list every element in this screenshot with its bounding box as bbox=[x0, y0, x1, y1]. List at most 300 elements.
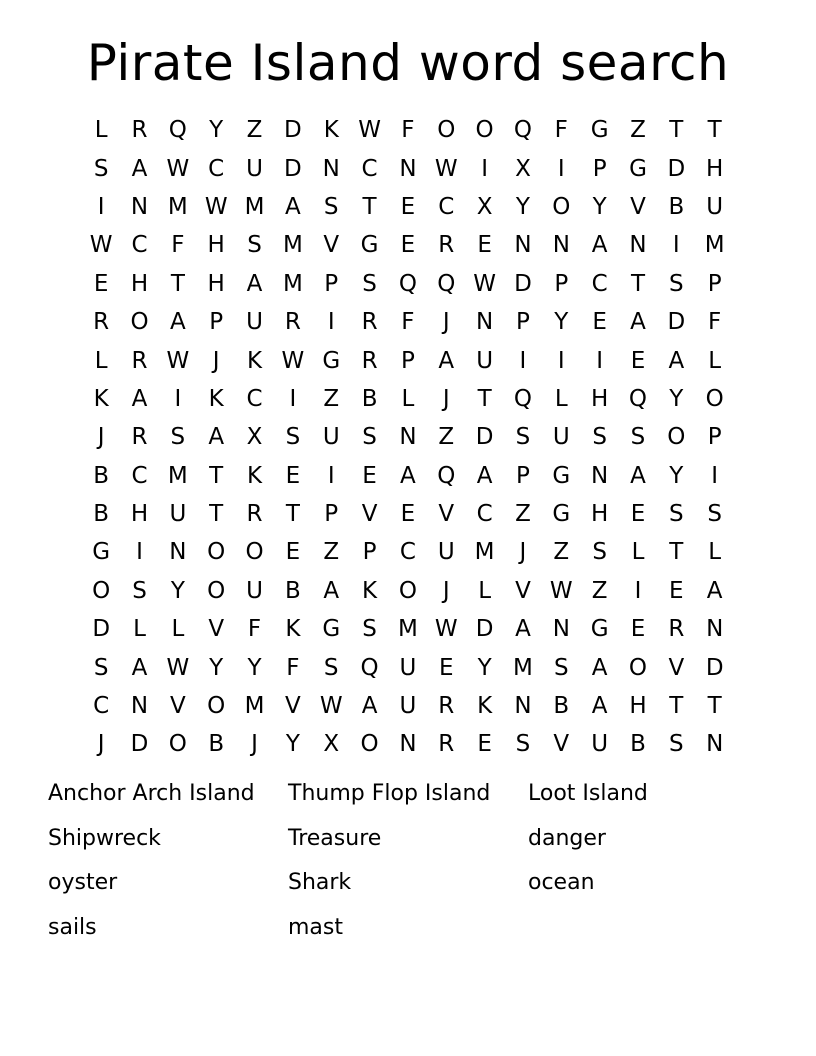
grid-row bbox=[82, 572, 734, 610]
grid-cell[interactable]: O bbox=[360, 731, 379, 758]
grid-cell[interactable]: E bbox=[477, 232, 492, 259]
grid-cell[interactable]: I bbox=[557, 347, 565, 374]
grid-cell[interactable]: I bbox=[481, 155, 488, 182]
grid-cell[interactable]: U bbox=[476, 347, 494, 374]
grid-cell[interactable]: T bbox=[707, 693, 722, 720]
grid-cell[interactable]: U bbox=[246, 309, 263, 336]
grid-cell[interactable]: M bbox=[513, 654, 533, 681]
grid-cell[interactable]: L bbox=[631, 539, 645, 566]
grid-cell[interactable]: A bbox=[400, 462, 416, 489]
grid-cell[interactable]: I bbox=[289, 385, 297, 412]
grid-cell[interactable]: Q bbox=[398, 270, 417, 297]
grid-cell[interactable]: U bbox=[246, 155, 263, 182]
grid-cell[interactable]: F bbox=[708, 309, 722, 336]
grid-cell[interactable]: H bbox=[130, 501, 149, 528]
grid-cell[interactable]: E bbox=[285, 462, 301, 489]
grid-cell[interactable]: A bbox=[246, 270, 263, 297]
grid-cell[interactable]: O bbox=[168, 731, 187, 758]
grid-cell[interactable]: M bbox=[167, 462, 188, 489]
grid-cell[interactable]: G bbox=[552, 501, 571, 528]
grid-cell[interactable]: Z bbox=[246, 117, 263, 144]
grid-cell[interactable]: N bbox=[130, 693, 149, 720]
word-list-item: danger bbox=[528, 825, 606, 851]
grid-cell[interactable]: T bbox=[209, 501, 224, 528]
grid-cell[interactable]: N bbox=[399, 155, 417, 182]
grid-cell[interactable]: N bbox=[706, 616, 724, 643]
grid-cell[interactable]: S bbox=[362, 270, 377, 297]
grid-cell[interactable]: Y bbox=[515, 193, 530, 220]
grid-cell[interactable]: B bbox=[668, 193, 685, 220]
grid-cell[interactable]: Q bbox=[513, 117, 532, 144]
grid-cell[interactable]: M bbox=[282, 270, 303, 297]
grid-cell[interactable]: P bbox=[516, 462, 530, 489]
grid-cell[interactable]: D bbox=[667, 309, 686, 336]
grid-cell[interactable]: L bbox=[171, 616, 185, 643]
word-list-item: Shark bbox=[288, 870, 352, 896]
grid-cell[interactable]: K bbox=[208, 385, 224, 412]
grid-cell[interactable]: H bbox=[207, 270, 225, 297]
grid-cell[interactable]: T bbox=[669, 539, 684, 566]
grid-cell[interactable]: A bbox=[591, 654, 608, 681]
grid-cell[interactable]: G bbox=[92, 539, 111, 566]
grid-cell[interactable]: W bbox=[434, 616, 458, 643]
grid-cell[interactable]: I bbox=[519, 347, 527, 374]
grid-cell[interactable]: W bbox=[549, 577, 573, 604]
grid-cell[interactable]: Y bbox=[669, 462, 684, 489]
grid-cell[interactable]: J bbox=[251, 731, 258, 758]
grid-cell[interactable]: Z bbox=[630, 117, 646, 144]
grid-cell[interactable]: V bbox=[515, 577, 531, 604]
grid-cell[interactable]: R bbox=[438, 232, 455, 259]
grid-cell[interactable]: U bbox=[322, 424, 340, 451]
grid-cell[interactable]: R bbox=[438, 693, 455, 720]
grid-cell[interactable]: Z bbox=[553, 539, 570, 566]
grid-cell[interactable]: T bbox=[362, 193, 377, 220]
grid-cell[interactable]: A bbox=[630, 309, 646, 336]
grid-cell[interactable]: E bbox=[592, 309, 607, 336]
grid-cell[interactable]: L bbox=[401, 385, 415, 412]
word-list-item: sails bbox=[48, 915, 97, 941]
grid-cell[interactable]: A bbox=[208, 424, 225, 451]
grid-cell[interactable]: G bbox=[360, 232, 379, 259]
grid-cell[interactable]: B bbox=[553, 693, 570, 720]
grid-cell[interactable]: P bbox=[516, 309, 530, 336]
grid-cell[interactable]: A bbox=[361, 693, 378, 720]
grid-cell[interactable]: G bbox=[590, 117, 609, 144]
grid-cell[interactable]: N bbox=[629, 232, 647, 259]
word-list bbox=[48, 776, 768, 955]
grid-cell[interactable]: W bbox=[358, 117, 381, 144]
grid-cell[interactable]: Q bbox=[513, 385, 532, 412]
grid-cell[interactable]: C bbox=[438, 193, 455, 220]
grid-cell[interactable]: G bbox=[590, 616, 609, 643]
grid-cell[interactable]: T bbox=[707, 117, 722, 144]
grid-cell[interactable]: N bbox=[130, 193, 149, 220]
grid-cell[interactable]: V bbox=[553, 731, 570, 758]
grid-cell[interactable]: A bbox=[706, 577, 723, 604]
grid-cell[interactable]: Y bbox=[592, 193, 607, 220]
grid-cell[interactable]: V bbox=[630, 193, 646, 220]
grid-cell[interactable]: S bbox=[93, 654, 109, 681]
grid-cell[interactable]: A bbox=[630, 462, 646, 489]
grid-cell[interactable]: B bbox=[93, 462, 110, 489]
grid-cell[interactable]: S bbox=[515, 731, 531, 758]
grid-cell[interactable]: A bbox=[668, 347, 685, 374]
grid-cell[interactable]: O bbox=[667, 424, 686, 451]
grid-cell[interactable]: N bbox=[514, 693, 532, 720]
grid-cell[interactable]: V bbox=[668, 654, 685, 681]
grid-cell[interactable]: H bbox=[207, 232, 225, 259]
grid-cell[interactable]: B bbox=[285, 577, 301, 604]
grid-cell[interactable]: N bbox=[552, 616, 570, 643]
word-list-item: Thump Flop Island bbox=[288, 781, 491, 806]
grid-cell[interactable]: Y bbox=[247, 654, 262, 681]
grid-cell[interactable]: H bbox=[130, 270, 149, 297]
grid-cell[interactable]: W bbox=[319, 693, 343, 720]
grid-cell[interactable]: D bbox=[92, 616, 111, 643]
grid-cell[interactable]: N bbox=[399, 731, 417, 758]
grid-cell[interactable]: Z bbox=[323, 539, 340, 566]
grid-cell[interactable]: N bbox=[591, 462, 609, 489]
grid-cell[interactable]: F bbox=[401, 117, 415, 144]
grid-cell[interactable]: A bbox=[515, 616, 531, 643]
grid-cell[interactable]: C bbox=[93, 693, 110, 720]
grid-cell[interactable]: C bbox=[131, 462, 148, 489]
grid-cell[interactable]: B bbox=[208, 731, 225, 758]
grid-cell[interactable]: C bbox=[131, 232, 148, 259]
grid-cell[interactable]: X bbox=[476, 193, 493, 220]
grid-cell[interactable]: P bbox=[324, 270, 339, 297]
grid-cell[interactable]: E bbox=[669, 577, 684, 604]
grid-cell[interactable]: S bbox=[362, 424, 377, 451]
grid-cell[interactable]: O bbox=[552, 193, 571, 220]
grid-cell[interactable]: C bbox=[591, 270, 608, 297]
grid-cell[interactable]: A bbox=[323, 577, 340, 604]
grid-cell[interactable]: X bbox=[323, 731, 340, 758]
grid-cell[interactable]: S bbox=[707, 501, 722, 528]
grid-cell[interactable]: A bbox=[476, 462, 493, 489]
grid-cell[interactable]: N bbox=[169, 539, 187, 566]
grid-cell[interactable]: A bbox=[131, 155, 148, 182]
grid-cell[interactable]: U bbox=[591, 731, 609, 758]
grid-cell[interactable]: R bbox=[246, 501, 263, 528]
grid-cell[interactable]: Z bbox=[591, 577, 608, 604]
grid-cell[interactable]: U bbox=[169, 501, 187, 528]
grid-cell[interactable]: K bbox=[93, 385, 109, 412]
grid-cell[interactable]: V bbox=[323, 232, 340, 259]
grid-cell[interactable]: O bbox=[92, 577, 111, 604]
grid-cell[interactable]: Q bbox=[437, 462, 456, 489]
grid-cell[interactable]: R bbox=[361, 309, 378, 336]
grid-cell[interactable]: U bbox=[552, 424, 570, 451]
grid-cell[interactable]: S bbox=[285, 424, 301, 451]
grid-cell[interactable]: W bbox=[281, 347, 305, 374]
grid-cell[interactable]: K bbox=[285, 616, 301, 643]
grid-cell[interactable]: M bbox=[244, 693, 265, 720]
grid-cell[interactable]: P bbox=[324, 501, 339, 528]
grid-cell[interactable]: P bbox=[554, 270, 569, 297]
grid-cell[interactable]: Q bbox=[360, 654, 379, 681]
grid-cell[interactable]: Y bbox=[477, 654, 492, 681]
grid-cell[interactable]: T bbox=[285, 501, 300, 528]
grid-cell[interactable]: K bbox=[247, 462, 263, 489]
grid-cell[interactable]: A bbox=[131, 654, 148, 681]
grid-cell[interactable]: P bbox=[592, 155, 607, 182]
grid-cell[interactable]: O bbox=[130, 309, 149, 336]
grid-cell[interactable]: E bbox=[400, 501, 416, 528]
grid-cell[interactable]: D bbox=[475, 616, 494, 643]
grid-cell[interactable]: F bbox=[554, 117, 568, 144]
grid-cell[interactable]: R bbox=[93, 309, 110, 336]
grid-cell[interactable]: O bbox=[475, 117, 494, 144]
grid-cell[interactable]: J bbox=[442, 577, 450, 604]
grid-cell[interactable]: P bbox=[707, 424, 722, 451]
grid-cell[interactable]: Y bbox=[170, 577, 185, 604]
grid-cell[interactable]: S bbox=[669, 501, 684, 528]
grid-cell[interactable]: V bbox=[285, 693, 301, 720]
grid-cell[interactable]: H bbox=[590, 501, 609, 528]
grid-cell[interactable]: G bbox=[552, 462, 571, 489]
grid-cell[interactable]: S bbox=[93, 155, 109, 182]
grid-cell[interactable]: R bbox=[438, 731, 455, 758]
grid-cell[interactable]: A bbox=[285, 193, 301, 220]
grid-cell[interactable]: T bbox=[669, 117, 684, 144]
grid-cell[interactable]: S bbox=[515, 424, 531, 451]
grid-cell[interactable]: L bbox=[94, 117, 108, 144]
grid-cell[interactable]: O bbox=[207, 577, 226, 604]
grid-cell[interactable]: O bbox=[245, 539, 264, 566]
grid-cell[interactable]: I bbox=[327, 309, 335, 336]
grid-cell[interactable]: I bbox=[634, 577, 642, 604]
grid-cell[interactable]: A bbox=[169, 309, 186, 336]
grid-cell[interactable]: P bbox=[362, 539, 377, 566]
grid-cell[interactable]: E bbox=[630, 347, 646, 374]
grid-cell[interactable]: K bbox=[362, 577, 378, 604]
grid-cell[interactable]: L bbox=[708, 539, 722, 566]
grid-cell[interactable]: V bbox=[438, 501, 455, 528]
grid-cell[interactable]: I bbox=[672, 232, 680, 259]
grid-cell[interactable]: N bbox=[399, 424, 417, 451]
grid-row bbox=[82, 188, 734, 226]
grid-cell[interactable]: V bbox=[208, 616, 225, 643]
grid-cell[interactable]: P bbox=[209, 309, 224, 336]
grid-cell[interactable]: B bbox=[93, 501, 110, 528]
grid-cell[interactable]: E bbox=[362, 462, 377, 489]
grid-cell[interactable]: F bbox=[171, 232, 185, 259]
grid-row bbox=[82, 533, 734, 571]
grid-cell[interactable]: I bbox=[596, 347, 604, 374]
grid-row bbox=[82, 303, 734, 341]
grid-cell[interactable]: Z bbox=[515, 501, 531, 528]
grid-cell[interactable]: Q bbox=[437, 270, 456, 297]
grid-cell[interactable]: L bbox=[478, 577, 492, 604]
grid-cell[interactable]: W bbox=[166, 347, 190, 374]
grid-cell[interactable]: G bbox=[629, 155, 647, 182]
grid-cell[interactable]: Z bbox=[323, 385, 340, 412]
grid-cell[interactable]: D bbox=[130, 731, 149, 758]
grid-cell[interactable]: E bbox=[477, 731, 492, 758]
grid-cell[interactable]: O bbox=[207, 539, 226, 566]
grid-cell[interactable]: U bbox=[437, 539, 455, 566]
grid-cell[interactable]: N bbox=[476, 309, 494, 336]
grid-cell[interactable]: S bbox=[592, 424, 607, 451]
grid-cell[interactable]: R bbox=[284, 309, 301, 336]
grid-cell[interactable]: S bbox=[669, 270, 684, 297]
grid-cell[interactable]: E bbox=[285, 539, 301, 566]
grid-cell[interactable]: D bbox=[705, 654, 724, 681]
grid-cell[interactable]: Q bbox=[168, 117, 187, 144]
grid-cell[interactable]: S bbox=[669, 731, 684, 758]
grid-cell[interactable]: P bbox=[707, 270, 722, 297]
grid-cell[interactable]: U bbox=[399, 654, 417, 681]
grid-cell[interactable]: N bbox=[706, 731, 724, 758]
grid-cell[interactable]: M bbox=[244, 193, 265, 220]
grid-cell[interactable]: E bbox=[93, 270, 109, 297]
grid-cell[interactable]: W bbox=[166, 654, 190, 681]
grid-cell[interactable]: I bbox=[711, 462, 719, 489]
grid-cell[interactable]: C bbox=[399, 539, 416, 566]
grid-cell[interactable]: W bbox=[473, 270, 496, 297]
grid-cell[interactable]: R bbox=[131, 424, 148, 451]
grid-cell[interactable]: O bbox=[437, 117, 456, 144]
grid-cell[interactable]: I bbox=[97, 193, 105, 220]
grid-cell[interactable]: W bbox=[89, 232, 113, 259]
grid-cell[interactable]: Y bbox=[285, 731, 300, 758]
grid-cell[interactable]: Z bbox=[438, 424, 455, 451]
grid-cell[interactable]: J bbox=[212, 347, 220, 374]
grid-cell[interactable]: S bbox=[323, 654, 339, 681]
grid-cell[interactable]: H bbox=[629, 693, 647, 720]
grid-cell[interactable]: J bbox=[442, 309, 450, 336]
grid-cell[interactable]: T bbox=[209, 462, 224, 489]
grid-cell[interactable]: A bbox=[591, 232, 608, 259]
grid-cell[interactable]: U bbox=[399, 693, 417, 720]
grid-cell[interactable]: Y bbox=[554, 309, 569, 336]
grid-cell[interactable]: E bbox=[400, 232, 416, 259]
grid-cell[interactable]: E bbox=[400, 193, 416, 220]
grid-cell[interactable]: N bbox=[322, 155, 340, 182]
grid-cell[interactable]: I bbox=[136, 539, 143, 566]
grid-cell[interactable]: F bbox=[401, 309, 415, 336]
grid-cell[interactable]: O bbox=[207, 693, 226, 720]
grid-cell[interactable]: B bbox=[630, 731, 646, 758]
grid-cell[interactable]: J bbox=[97, 424, 105, 451]
grid-cell[interactable]: S bbox=[132, 577, 147, 604]
grid-cell[interactable]: A bbox=[131, 385, 148, 412]
grid-cell[interactable]: O bbox=[398, 577, 417, 604]
grid-cell[interactable]: G bbox=[322, 616, 341, 643]
grid-cell[interactable]: L bbox=[554, 385, 568, 412]
grid-cell[interactable]: S bbox=[553, 654, 569, 681]
grid-cell[interactable]: F bbox=[247, 616, 262, 643]
grid-cell[interactable]: S bbox=[323, 193, 339, 220]
grid-cell[interactable]: U bbox=[706, 193, 724, 220]
grid-cell[interactable]: K bbox=[477, 693, 493, 720]
grid-cell[interactable]: Q bbox=[628, 385, 648, 412]
grid-cell[interactable]: Y bbox=[209, 654, 224, 681]
grid-cell[interactable]: I bbox=[174, 385, 182, 412]
grid-cell[interactable]: F bbox=[286, 654, 300, 681]
grid-cell[interactable]: A bbox=[591, 693, 608, 720]
grid-cell[interactable]: J bbox=[97, 731, 105, 758]
word-list-item: Anchor Arch Island bbox=[48, 781, 255, 806]
grid-cell[interactable]: O bbox=[628, 654, 648, 681]
grid-cell[interactable]: S bbox=[247, 232, 262, 259]
grid-cell[interactable]: E bbox=[438, 654, 454, 681]
grid-cell[interactable]: R bbox=[361, 347, 378, 374]
grid-cell[interactable]: W bbox=[434, 155, 458, 182]
grid-cell[interactable]: C bbox=[476, 501, 493, 528]
grid-cell[interactable]: T bbox=[170, 270, 185, 297]
grid-cell[interactable]: D bbox=[475, 424, 494, 451]
grid-cell[interactable]: P bbox=[400, 347, 415, 374]
grid-cell[interactable]: V bbox=[361, 501, 378, 528]
grid-cell[interactable]: S bbox=[592, 539, 607, 566]
grid-cell[interactable]: T bbox=[630, 270, 646, 297]
grid-cell[interactable]: M bbox=[474, 539, 495, 566]
grid-cell[interactable]: W bbox=[166, 155, 190, 182]
grid-cell[interactable]: T bbox=[477, 385, 492, 412]
grid-cell[interactable]: I bbox=[557, 155, 565, 182]
grid-cell[interactable]: L bbox=[133, 616, 146, 643]
grid-cell[interactable]: G bbox=[322, 347, 341, 374]
grid-cell[interactable]: U bbox=[246, 577, 263, 604]
grid-cell[interactable]: D bbox=[667, 155, 686, 182]
grid-cell[interactable]: C bbox=[246, 385, 263, 412]
grid-cell[interactable]: S bbox=[170, 424, 186, 451]
grid-cell[interactable]: J bbox=[442, 385, 450, 412]
grid-cell[interactable]: O bbox=[705, 385, 724, 412]
grid-cell[interactable]: W bbox=[204, 193, 228, 220]
grid-cell[interactable]: I bbox=[327, 462, 335, 489]
grid-cell[interactable]: M bbox=[397, 616, 418, 643]
grid-cell[interactable]: R bbox=[131, 347, 148, 374]
grid-cell[interactable]: R bbox=[668, 616, 685, 643]
grid-cell[interactable]: K bbox=[247, 347, 263, 374]
grid-row bbox=[82, 687, 734, 725]
grid-cell[interactable]: E bbox=[630, 616, 646, 643]
grid-cell[interactable]: X bbox=[246, 424, 263, 451]
grid-cell[interactable]: S bbox=[362, 616, 377, 643]
grid-cell[interactable]: Y bbox=[209, 117, 224, 144]
grid-cell[interactable]: L bbox=[94, 347, 108, 374]
grid-cell[interactable]: E bbox=[630, 501, 646, 528]
grid-cell[interactable]: N bbox=[514, 232, 532, 259]
grid-cell[interactable]: M bbox=[167, 193, 188, 220]
grid-cell[interactable]: B bbox=[361, 385, 378, 412]
grid-cell[interactable]: C bbox=[208, 155, 225, 182]
grid-cell[interactable]: M bbox=[282, 232, 303, 259]
grid-cell[interactable]: S bbox=[630, 424, 646, 451]
grid-cell[interactable]: D bbox=[514, 270, 532, 297]
grid-cell[interactable]: K bbox=[323, 117, 339, 144]
grid-cell[interactable]: J bbox=[519, 539, 527, 566]
grid-cell[interactable]: D bbox=[284, 155, 302, 182]
grid-cell[interactable]: T bbox=[669, 693, 684, 720]
grid-cell[interactable]: H bbox=[706, 155, 724, 182]
grid-cell[interactable]: C bbox=[361, 155, 378, 182]
grid-cell[interactable]: D bbox=[284, 117, 302, 144]
grid-cell[interactable]: N bbox=[552, 232, 570, 259]
grid-cell[interactable]: L bbox=[708, 347, 722, 374]
grid-cell[interactable]: V bbox=[169, 693, 186, 720]
grid-cell[interactable]: H bbox=[590, 385, 609, 412]
grid-cell[interactable]: X bbox=[515, 155, 531, 182]
grid-cell[interactable]: M bbox=[704, 232, 725, 259]
grid-cell[interactable]: R bbox=[131, 117, 148, 144]
grid-cell[interactable]: Y bbox=[669, 385, 684, 412]
grid-cell[interactable]: A bbox=[438, 347, 455, 374]
